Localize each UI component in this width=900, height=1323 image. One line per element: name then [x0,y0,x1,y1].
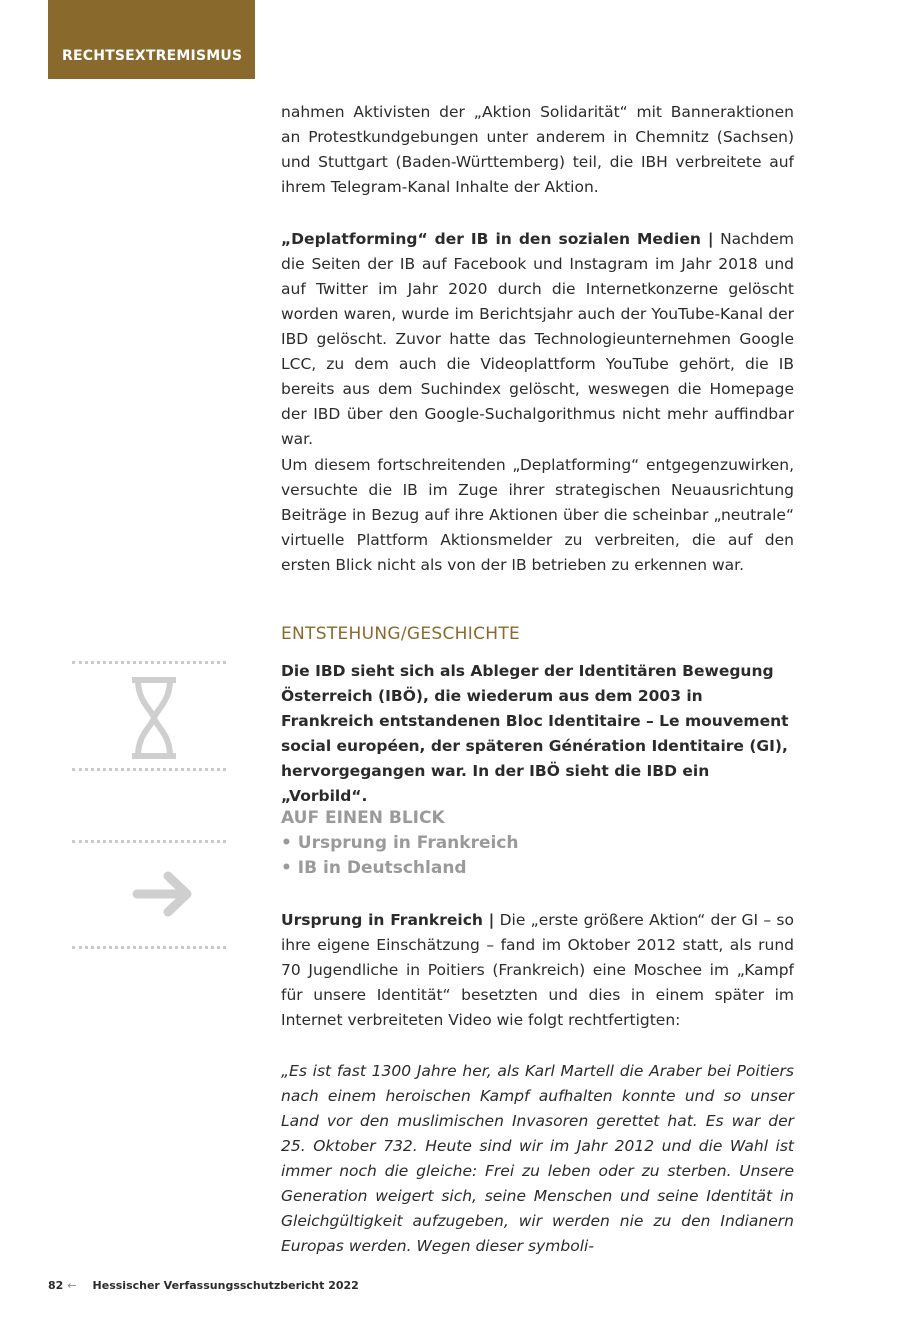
at-a-glance-title: AUF EINEN BLICK [281,808,445,828]
quote-paragraph: „Es ist fast 1300 Jahre her, als Karl Martell die Araber bei Poitiers nach einem heroischen Kampf aufhalten konnte und so unser Land vor den muslimischen Invasoren gerettet hat. Es war der 25. Oktober 732. Heute sind wir im Jahr 2012 und die Wahl ist immer noch die gleiche: Frei zu leben oder zu sterben. Unsere Generation weigert sich, seine Menschen und seine Identität in Gleichgültigkeit aufzugeben, wir werden nie zu den Indianern Europas werden. Wegen dieser symboli- [281,1062,794,1255]
divider-top [72,661,226,664]
divider-middle [72,768,226,771]
paragraph-text: Nachdem die Seiten der IB auf Facebook und Instagram im Jahr 2018 und auf Twitter im Jahr 2020 durch die Internetkonzerne gelöscht worden waren, wurde im Berichtsjahr auch der YouTube-Kanal der IBD gelöscht. Zuvor hatte das Technologieunternehmen Google LCC, zu dem auch die Videoplattform YouTube gehört, die IB bereits aus dem Suchindex gelöscht, weswegen die Homepage der IBD über den Google-Suchalgorithmus nicht mehr auffindbar war. [281,230,795,448]
lead-paragraph: Die IBD sieht sich als Ableger der Identitären Bewegung Österreich (IBÖ), die wiederum aus dem 2003 in Frankreich entstandenen Bloc Identitaire – Le mouvement social européen, der späteren Génération Identitaire (GI), hervorgegangen war. In der IBÖ sieht die IBD ein „Vorbild“. [281,662,789,805]
paragraph-text: Die „erste größere Aktion“ der GI – so ihre eigene Einschätzung – fand im Oktober 2012 statt, als rund 70 Jugendliche in Poitiers (Frankreich) eine Moschee im „Kampf für unsere Identität“ besetzten und dies in einem später im Internet verbreiteten Video wie folgt rechtfertigten: [281,911,794,1029]
page-footer [48,1279,359,1292]
paragraph-3: Um diesem fortschreitenden „Deplatforming“ entgegenzuwirken, versuchte die IB im Zuge ihrer strategischen Neuausrichtung Beiträge in Bezug auf ihre Aktionen über die scheinbar „neutrale“ virtuelle Plattform Aktionsmelder zu verbreiten, die auf den ersten Blick nicht als von der IB betrieben zu erkennen war. [281,456,794,574]
hourglass-icon [130,676,178,760]
section-tab: RECHTSEXTREMISMUS [48,0,255,79]
page-number: 82 [48,1279,64,1292]
arrow-right-icon [132,870,194,918]
paragraph-1: nahmen Aktivisten der „Aktion Solidarität“ mit Banneraktionen an Protestkundgebungen unter anderem in Chemnitz (Sachsen) und Stuttgart (Baden-Württemberg) teil, die IBH verbreitete auf ihrem Telegram-Kanal Inhalte der Aktion. [281,103,794,196]
divider-glance-top [72,840,226,843]
paragraph-lead: Ursprung in Frankreich | [281,911,495,929]
paragraph-origin-france [281,908,794,1033]
glance-item: • IB in Deutschland [281,856,519,881]
divider-glance-bottom [72,946,226,949]
publication-title: Hessischer Verfassungsschutzbericht 2022 [92,1279,359,1292]
paragraph-deplatforming [281,227,794,452]
arrow-left-icon: ← [67,1279,77,1292]
section-heading: ENTSTEHUNG/GESCHICHTE [281,624,521,644]
glance-item: • Ursprung in Frankreich [281,831,519,856]
at-a-glance [281,806,519,881]
paragraph-lead: „Deplatforming“ der IB in den sozialen Medien | [281,230,714,248]
